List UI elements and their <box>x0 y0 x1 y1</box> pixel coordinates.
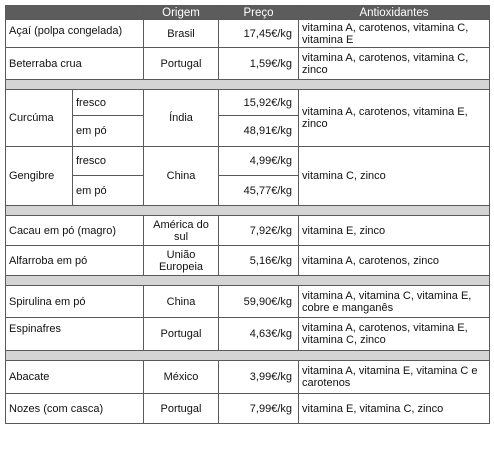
food-antioxidants: vitamina A, carotenos, vitamina E, zinco <box>299 90 490 147</box>
food-price: 7,92€/kg <box>219 216 299 246</box>
food-antioxidants: vitamina A, vitamina E, vitamina C e carotenos <box>299 361 490 394</box>
table-row <box>6 147 490 176</box>
food-name: Açaí (polpa congelada) <box>6 20 144 48</box>
food-origin: Portugal <box>144 318 219 351</box>
header-origin: Origem <box>144 6 219 20</box>
food-origin: Índia <box>144 90 219 147</box>
food-antioxidants: vitamina A, carotenos, zinco <box>299 246 490 276</box>
food-price: 17,45€/kg <box>219 20 299 48</box>
table-row <box>6 246 490 276</box>
food-price: 5,16€/kg <box>219 246 299 276</box>
food-antioxidants: vitamina A, carotenos, vitamina C, zinco <box>299 48 490 80</box>
food-antioxidants: vitamina A, carotenos, vitamina C, vitamina E <box>299 20 490 48</box>
food-price: 45,77€/kg <box>219 176 299 206</box>
food-price: 4,99€/kg <box>219 147 299 176</box>
food-price: 59,90€/kg <box>219 286 299 318</box>
food-origin: México <box>144 361 219 394</box>
table-row <box>6 394 490 424</box>
food-origin: Portugal <box>144 394 219 424</box>
food-price: 4,63€/kg <box>219 318 299 351</box>
food-name: Gengibre <box>6 147 73 206</box>
food-name: Nozes (com casca) <box>6 394 144 424</box>
header-antioxidants: Antioxidantes <box>299 6 490 20</box>
header-row <box>6 6 490 20</box>
food-antioxidants: vitamina E, zinco <box>299 216 490 246</box>
food-origin: América do sul <box>144 216 219 246</box>
food-name: Beterraba crua <box>6 48 144 80</box>
group-separator <box>6 80 490 90</box>
food-form: em pó <box>73 116 144 147</box>
antioxidant-foods-table <box>5 5 490 424</box>
food-price: 7,99€/kg <box>219 394 299 424</box>
food-origin: União Europeia <box>144 246 219 276</box>
food-price: 48,91€/kg <box>219 116 299 147</box>
header-price: Preço <box>219 6 299 20</box>
header-blank-cell <box>6 6 144 20</box>
food-form: fresco <box>73 90 144 116</box>
food-price: 15,92€/kg <box>219 90 299 116</box>
food-name: Curcúma <box>6 90 73 147</box>
food-name: Abacate <box>6 361 144 394</box>
food-antioxidants: vitamina C, zinco <box>299 147 490 206</box>
table-row <box>6 216 490 246</box>
food-origin: China <box>144 147 219 206</box>
food-name: Alfarroba em pó <box>6 246 144 276</box>
table-row <box>6 20 490 48</box>
group-separator <box>6 351 490 361</box>
food-name: Espinafres <box>6 318 144 351</box>
food-antioxidants: vitamina A, vitamina C, vitamina E, cobre e manganês <box>299 286 490 318</box>
table-body <box>6 20 490 424</box>
table-row <box>6 361 490 394</box>
food-origin: Brasil <box>144 20 219 48</box>
food-price: 1,59€/kg <box>219 48 299 80</box>
table-row <box>6 48 490 80</box>
group-separator <box>6 206 490 216</box>
food-form: fresco <box>73 147 144 176</box>
table-row <box>6 286 490 318</box>
food-form: em pó <box>73 176 144 206</box>
food-antioxidants: vitamina A, carotenos, vitamina E, vitamina C, zinco <box>299 318 490 351</box>
food-name: Cacau em pó (magro) <box>6 216 144 246</box>
food-name: Spirulina em pó <box>6 286 144 318</box>
food-antioxidants: vitamina E, vitamina C, zinco <box>299 394 490 424</box>
food-origin: China <box>144 286 219 318</box>
table-row <box>6 90 490 116</box>
group-separator <box>6 276 490 286</box>
food-origin: Portugal <box>144 48 219 80</box>
food-price: 3,99€/kg <box>219 361 299 394</box>
table-row <box>6 318 490 351</box>
